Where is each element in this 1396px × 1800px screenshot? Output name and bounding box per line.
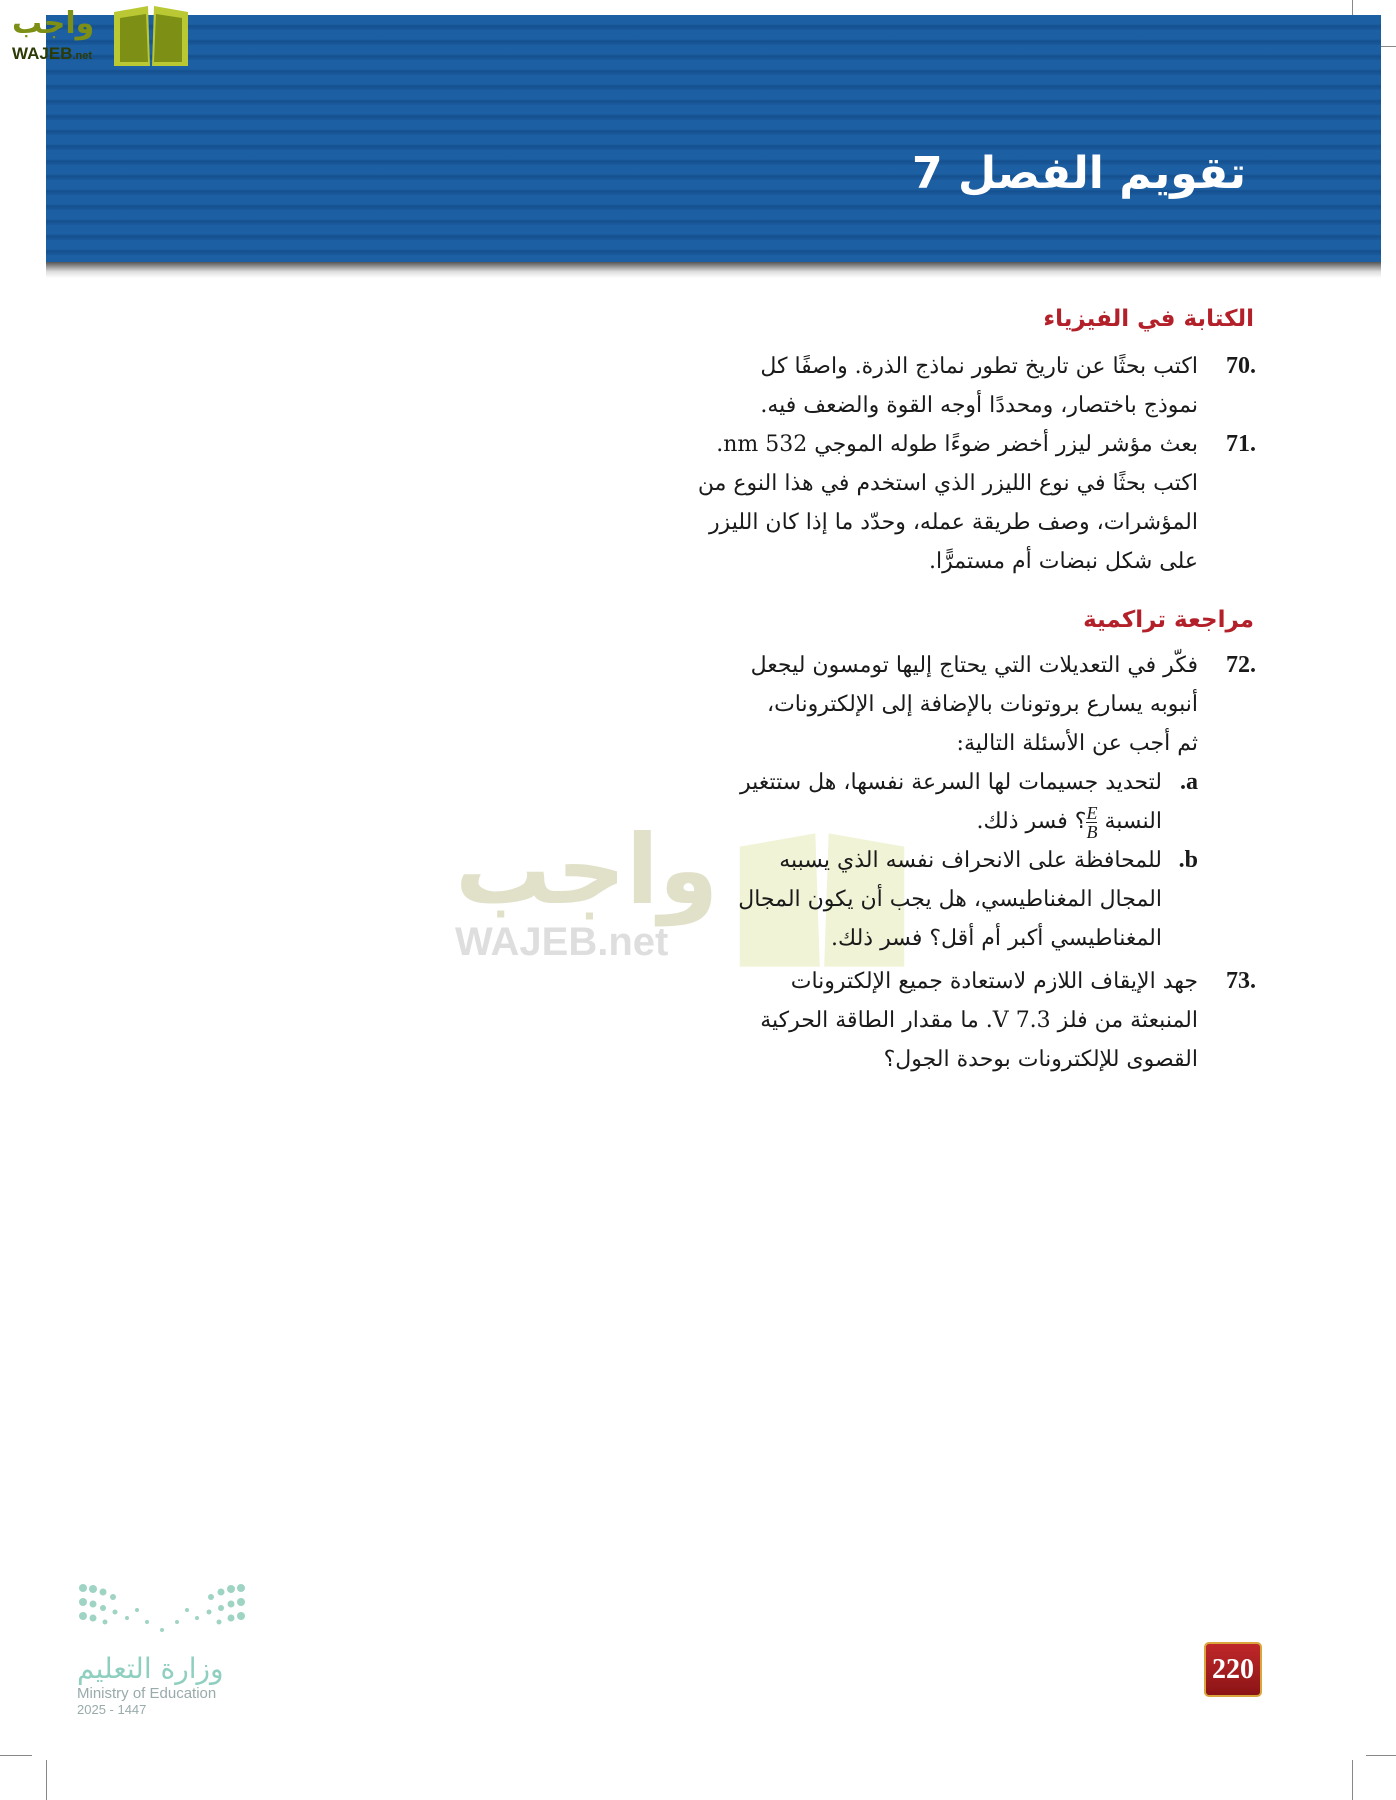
question-text: المؤشرات، وصف طريقة عمله، وحدّد ما إذا كان الليزر	[708, 510, 1198, 535]
question-text: النسبة $\frac{E}{B}$ ؟ فسر ذلك.	[976, 802, 1162, 842]
wajeb-logo	[8, 4, 193, 66]
section-heading-writing: الكتابة في الفيزياء	[1043, 306, 1254, 332]
edition-year: 2025 - 1447	[77, 1702, 147, 1717]
watermark-arabic: واجب	[455, 814, 719, 926]
ministry-name-english: Ministry of Education	[77, 1685, 217, 1702]
question-text: اكتب بحثًا في نوع الليزر الذي استخدم في هذا النوع من	[697, 471, 1198, 496]
ministry-name-arabic: وزارة التعليم	[77, 1652, 224, 1685]
question-text: لتحديد جسيمات لها السرعة نفسها، هل ستتغير	[740, 770, 1162, 795]
question-number: 73.	[1226, 968, 1256, 994]
question-72	[736, 646, 1256, 958]
question-text: بعث مؤشر ليزر أخضر ضوءًا طوله الموجي 532 nm.	[716, 432, 1198, 457]
chapter-header-band	[46, 15, 1381, 262]
question-number: 70.	[1226, 353, 1256, 379]
watermark	[455, 814, 719, 965]
question-71	[697, 425, 1256, 581]
question-text: أنبوبه يسارع بروتونات بالإضافة إلى الإلكترونات،	[766, 692, 1198, 717]
question-text: ثم أجب عن الأسئلة التالية:	[956, 731, 1198, 756]
section-heading-review: مراجعة تراكمية	[1083, 607, 1254, 633]
header-shadow	[46, 262, 1381, 278]
question-text: المجال المغناطيسي، هل يجب أن يكون المجال	[738, 887, 1162, 912]
ministry-dots-icon	[77, 1582, 247, 1642]
question-text: على شكل نبضات أم مستمرًّا.	[929, 549, 1198, 574]
fraction-e-over-b: $\frac{E}{B}$	[1086, 802, 1098, 842]
page-title: تقويم الفصل 7	[912, 148, 1246, 199]
question-72a	[736, 763, 1198, 841]
question-text: نموذج باختصار، ومحددًا أوجه القوة والضعف فيه.	[760, 393, 1198, 418]
question-text: المنبعثة من فلز 7.3 V. ما مقدار الطاقة الحركية	[760, 1008, 1198, 1033]
question-text: القصوى للإلكترونات بوحدة الجول؟	[883, 1047, 1198, 1072]
question-70	[736, 347, 1256, 425]
book-icon	[106, 4, 196, 68]
question-number: 72.	[1226, 652, 1256, 678]
question-text: جهد الإيقاف اللازم لاستعادة جميع الإلكترونات	[790, 969, 1198, 994]
crop-mark	[0, 1755, 32, 1756]
sub-label: a.	[1180, 769, 1198, 795]
question-text: فكّر في التعديلات التي يحتاج إليها تومسون ليجعل	[750, 653, 1198, 678]
question-text: للمحافظة على الانحراف نفسه الذي يسببه	[779, 848, 1162, 873]
question-73	[736, 962, 1256, 1079]
question-number: 71.	[1226, 431, 1256, 457]
crop-mark	[1366, 1755, 1396, 1756]
logo-arabic: واجب	[12, 6, 95, 41]
crop-mark	[46, 1760, 47, 1800]
ministry-logo	[77, 1582, 252, 1717]
question-text: اكتب بحثًا عن تاريخ تطور نماذج الذرة. واصفًا كل	[760, 354, 1198, 379]
question-text: المغناطيسي أكبر أم أقل؟ فسر ذلك.	[831, 926, 1162, 951]
page-number: 220	[1204, 1642, 1262, 1697]
crop-mark	[1352, 1760, 1353, 1800]
sub-label: b.	[1178, 847, 1198, 873]
logo-latin: WAJEB.net	[12, 44, 93, 63]
question-72b	[736, 841, 1198, 958]
watermark-latin: WAJEB.net	[455, 920, 669, 964]
